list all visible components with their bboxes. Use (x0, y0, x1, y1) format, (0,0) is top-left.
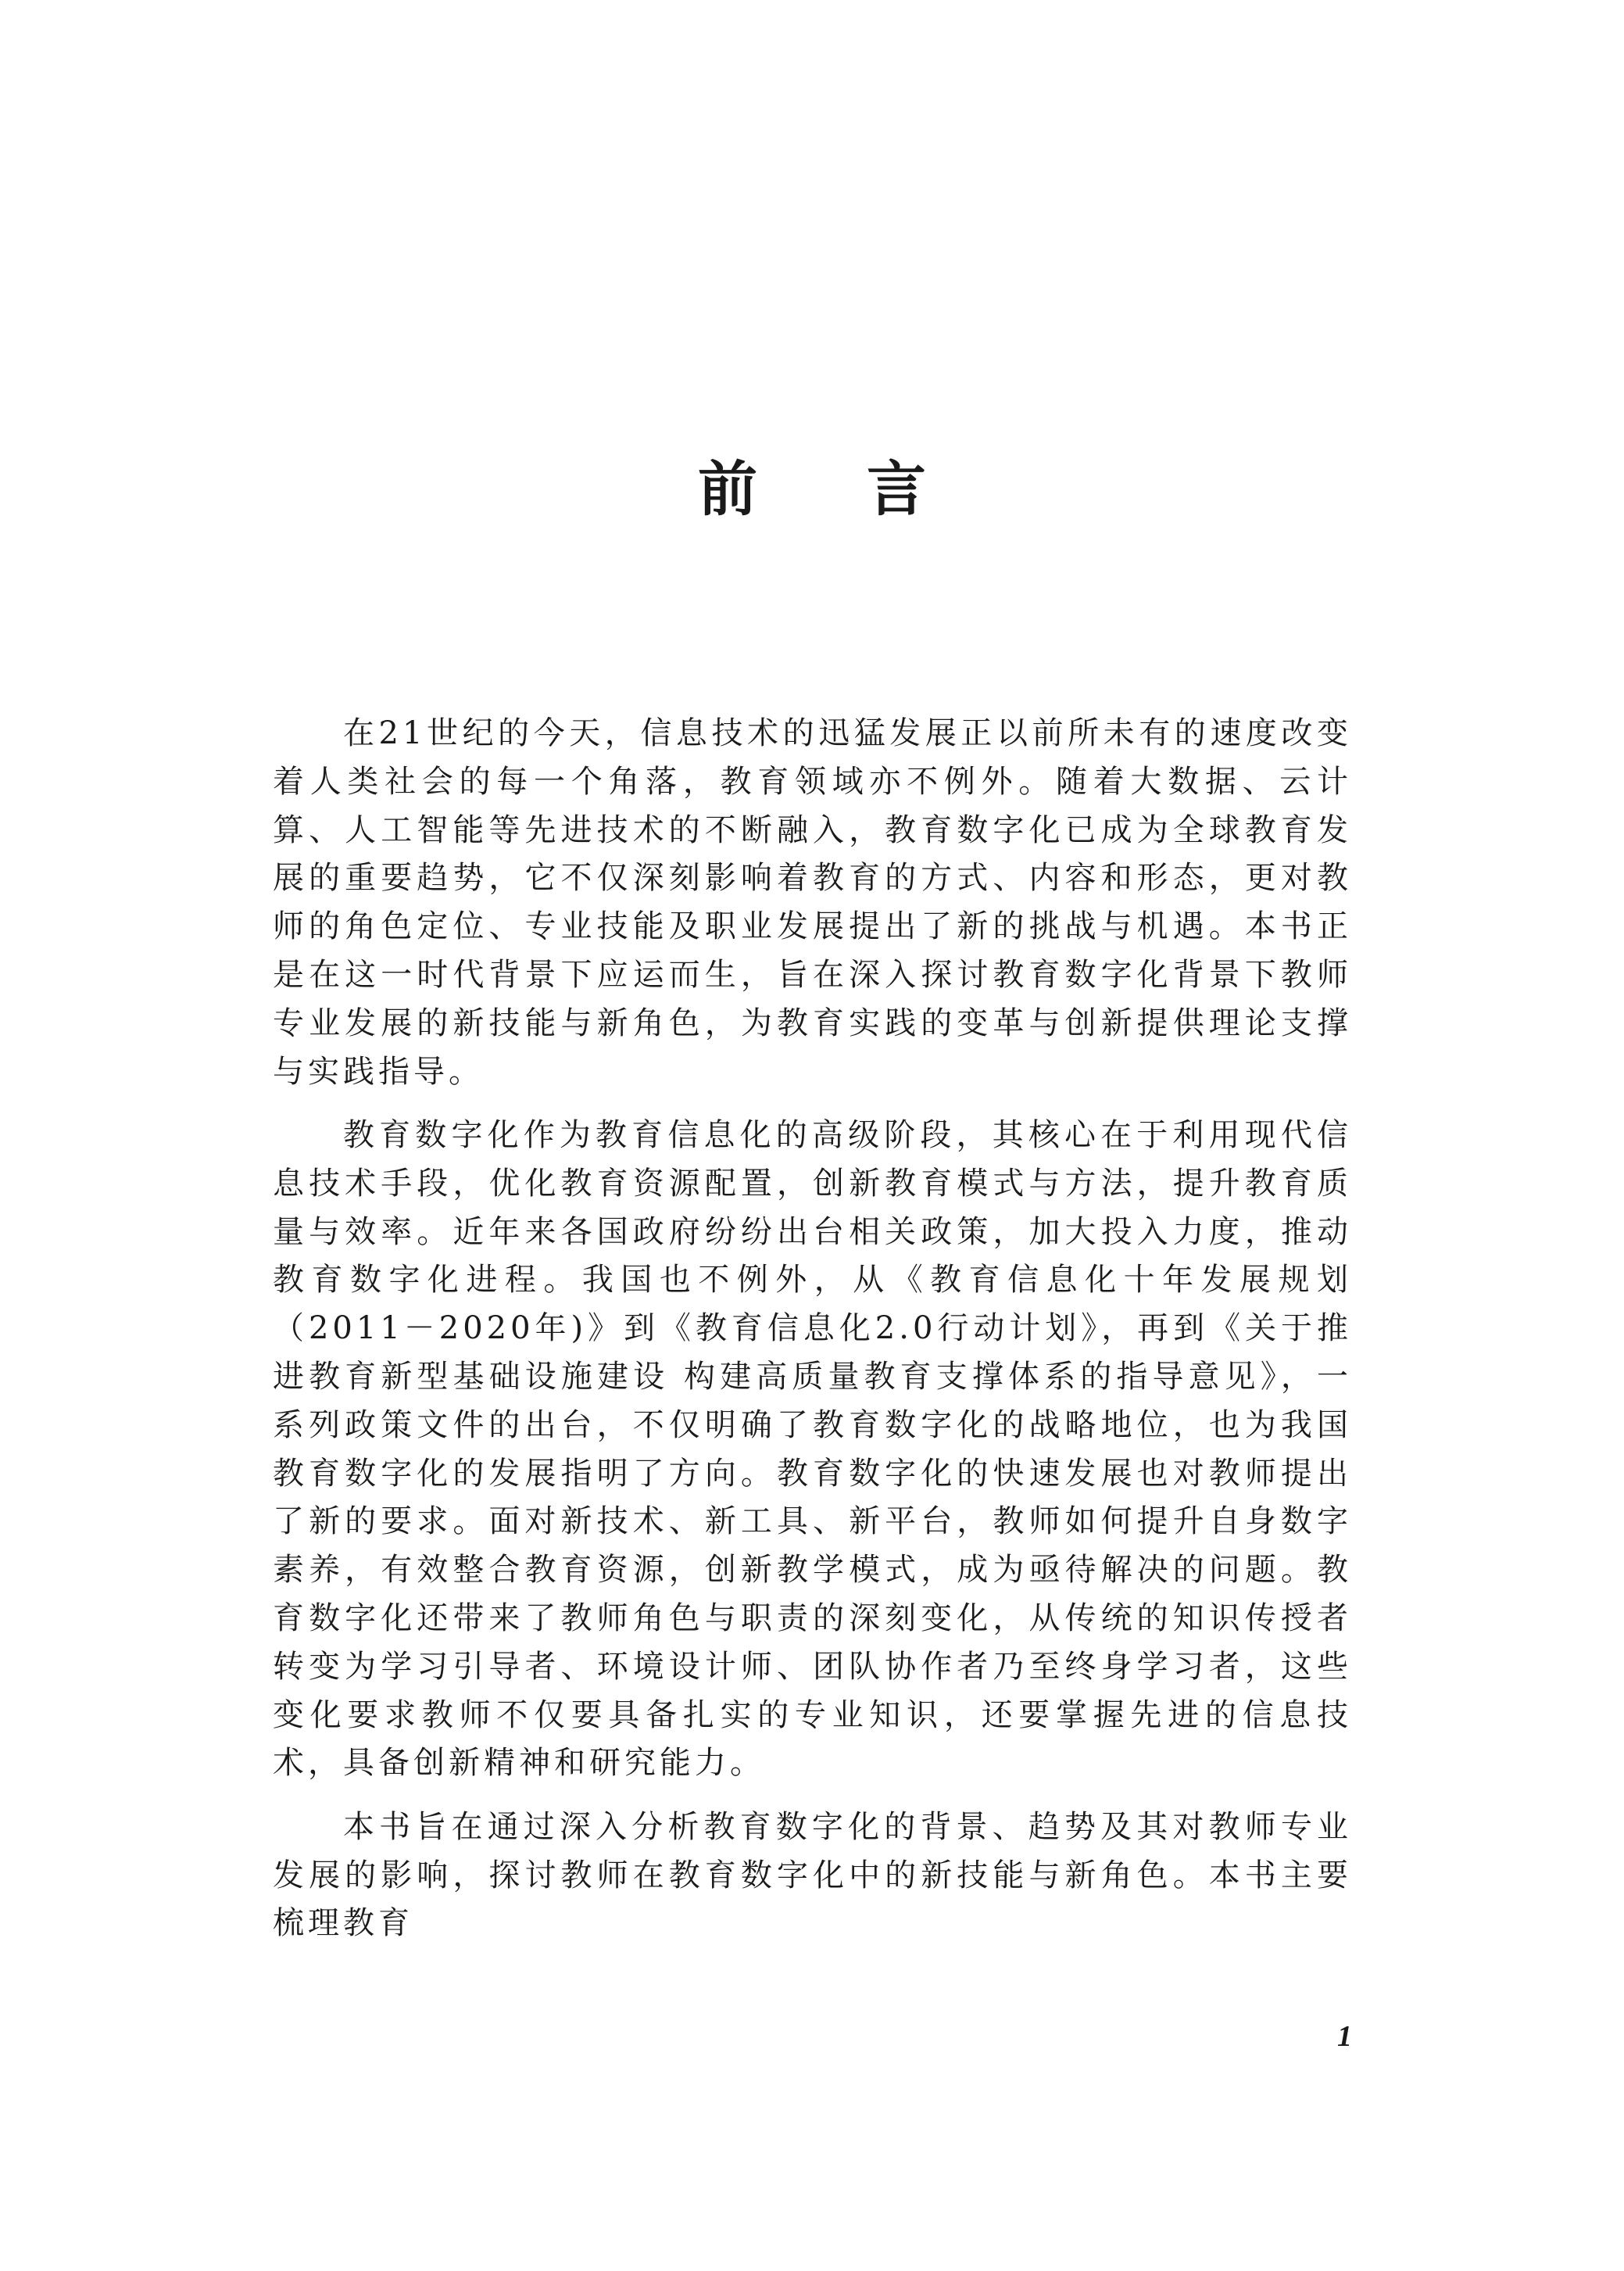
paragraph-3: 本书旨在通过深入分析教育数字化的背景、趋势及其对教师专业发展的影响，探讨教师在教育数字化中的新技能与新角色。本书主要梳理教育 (273, 1808, 1352, 1942)
page-title: 前言 (698, 454, 1036, 524)
paragraph-1: 在21世纪的今天，信息技术的迅猛发展正以前所未有的速度改变着人类社会的每一个角落，教育领域亦不例外。随着大数据、云计算、人工智能等先进技术的不断融入，教育数字化已成为全球教育发展的重要趋势，它不仅深刻影响着教育的方式、内容和形态，更对教师的角色定位、专业技能及职业发展提出了新的挑战与机遇。本书正是在这一时代背景下应运而生，旨在深入探讨教育数字化背景下教师专业发展的新技能与新角色，为教育实践的变革与创新提供理论支撑与实践指导。 (273, 715, 1352, 1090)
page-number: 1 (1337, 2020, 1352, 2053)
body-text (273, 710, 1352, 1964)
paragraph-2: 教育数字化作为教育信息化的高级阶段，其核心在于利用现代信息技术手段，优化教育资源配置，创新教育模式与方法，提升教育质量与效率。近年来各国政府纷纷出台相关政策，加大投入力度，推动教育数字化进程。我国也不例外，从《教育信息化十年发展规划（2011－2020年)》到《教育信息化2.0行动计划》，再到《关于推进教育新型基础设施建设 构建高质量教育支撑体系的指导意见》，一系列政策文件的出台，不仅明确了教育数字化的战略地位，也为我国教育数字化的发展指明了方向。教育数字化的快速发展也对教师提出了新的要求。面对新技术、新工具、新平台，教师如何提升自身数字素养，有效整合教育资源，创新教学模式，成为亟待解决的问题。教育数字化还带来了教师角色与职责的深刻变化，从传统的知识传授者转变为学习引导者、环境设计师、团队协作者乃至终身学习者，这些变化要求教师不仅要具备扎实的专业知识，还要掌握先进的信息技术，具备创新精神和研究能力。 (273, 1116, 1352, 1782)
